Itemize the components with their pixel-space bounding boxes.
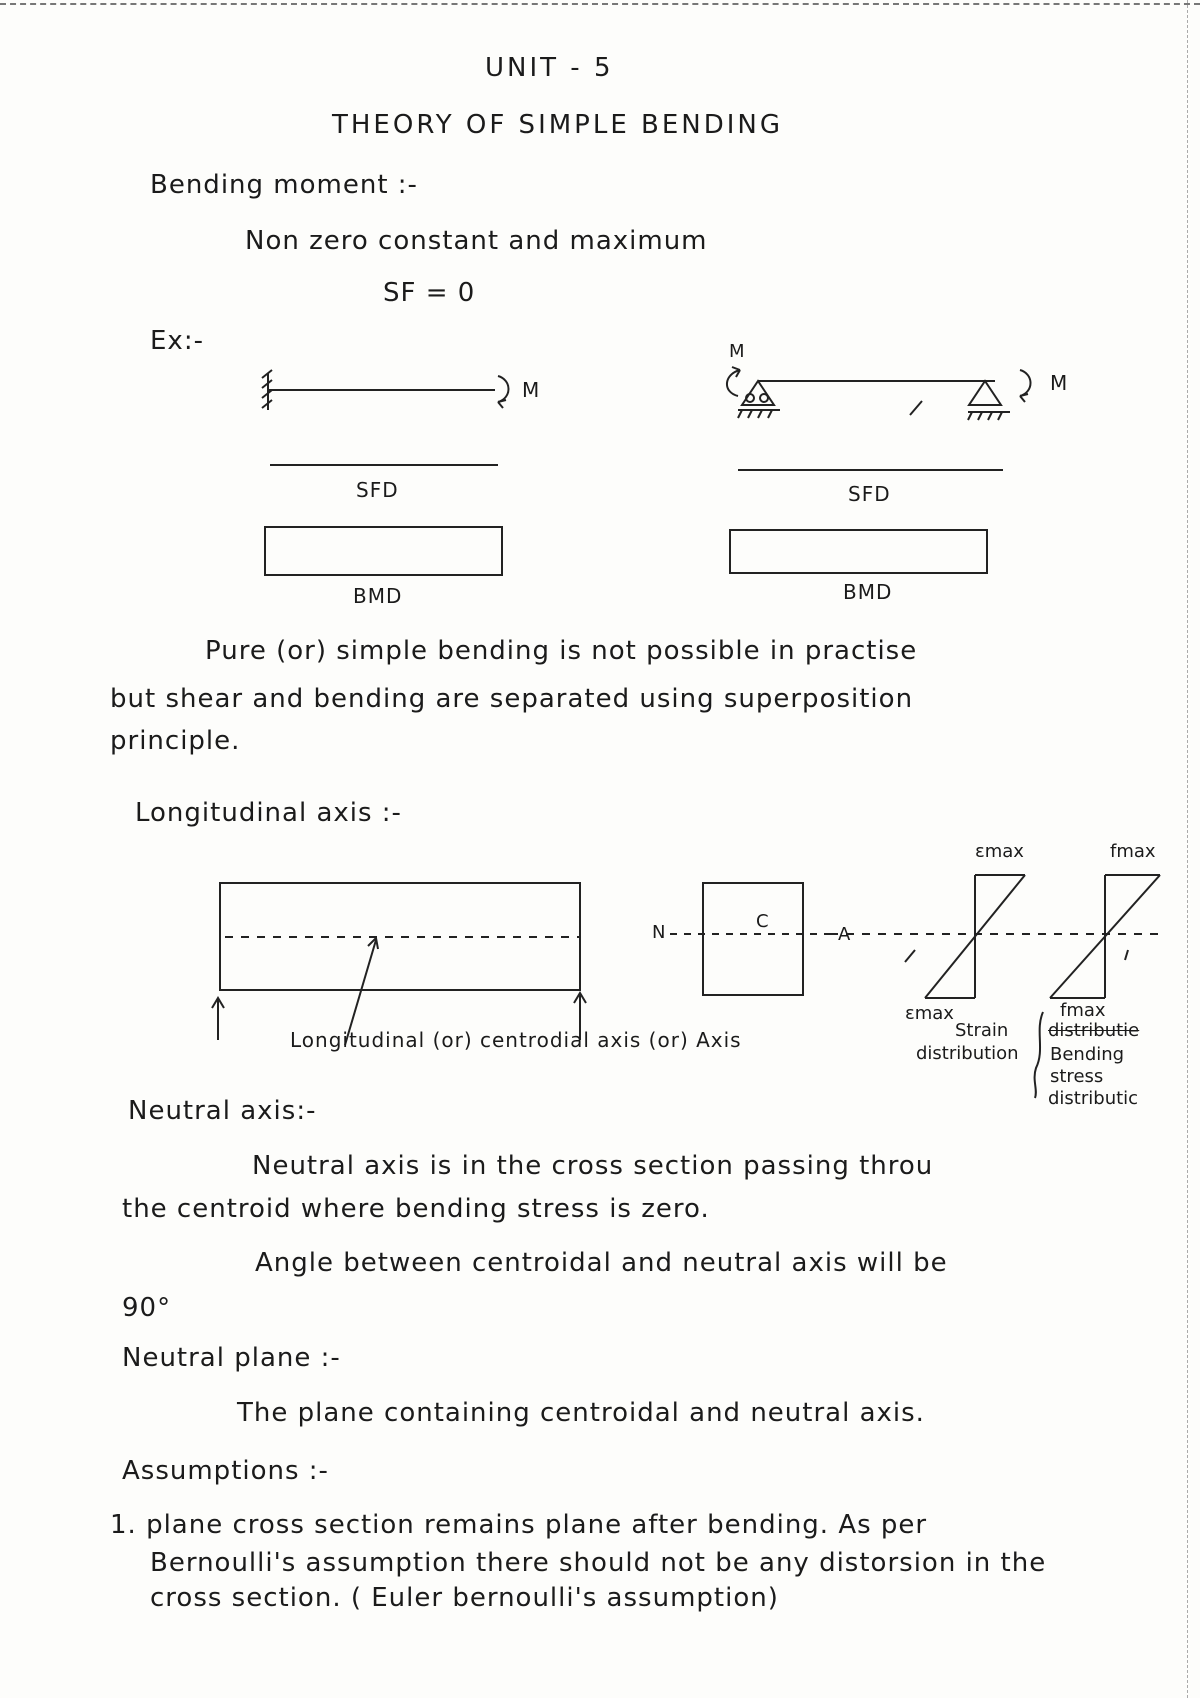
stress-distribution-label-1: distributie <box>1048 1020 1140 1041</box>
neutral-axis-heading: Neutral axis:- <box>128 1096 317 1126</box>
assumption-1-line-2: Bernoulli's assumption there should not be any distorsion in the <box>150 1548 1047 1578</box>
stress-max-top: fmax <box>1110 841 1156 862</box>
stress-distribution-label-2: Bending <box>1050 1044 1125 1065</box>
strain-distribution-label-1: Strain <box>955 1020 1009 1041</box>
cantilever-sfd-label: SFD <box>356 478 399 502</box>
stress-distribution-label-3: stress <box>1050 1066 1104 1087</box>
example-label: Ex:- <box>150 326 204 356</box>
neutral-plane-heading: Neutral plane :- <box>122 1343 341 1373</box>
pure-bending-line-2: but shear and bending are separated using superposition <box>110 684 914 714</box>
bending-moment-heading: Bending moment :- <box>150 170 418 200</box>
neutral-plane-line-1: The plane containing centroidal and neutral axis. <box>237 1398 925 1428</box>
bending-moment-desc: Non zero constant and maximum <box>245 226 708 256</box>
assumptions-heading: Assumptions :- <box>122 1456 329 1486</box>
cantilever-moment-label: M <box>522 378 541 402</box>
simply-supported-bmd-label: BMD <box>843 580 893 604</box>
unit-number: UNIT - 5 <box>485 53 614 83</box>
neutral-axis-line-1: Neutral axis is in the cross section passing throu <box>252 1151 934 1181</box>
section-neutral-n: N <box>652 922 666 943</box>
strain-max-top: εmax <box>975 841 1024 862</box>
neutral-axis-line-3: Angle between centroidal and neutral axis will be <box>255 1248 948 1278</box>
assumption-1-line-1: 1. plane cross section remains plane after bending. As per <box>110 1510 928 1540</box>
stress-max-bottom: fmax <box>1060 1000 1106 1021</box>
cantilever-bmd-label: BMD <box>353 584 403 608</box>
longitudinal-axis-label: Longitudinal (or) centrodial axis (or) Axis <box>290 1028 742 1052</box>
strain-distribution-label-2: distribution <box>916 1043 1019 1064</box>
stress-distribution-label-4: distributic <box>1048 1088 1139 1109</box>
pure-bending-line-3: principle. <box>110 726 241 756</box>
section-centroid-c: C <box>756 911 769 932</box>
section-neutral-a: A <box>838 924 851 945</box>
shear-force-zero: SF = 0 <box>383 278 476 308</box>
strain-max-bottom: εmax <box>905 1003 954 1024</box>
simply-supported-left-moment: M <box>729 341 745 362</box>
pure-bending-line-1: Pure (or) simple bending is not possible in practise <box>205 636 918 666</box>
simply-supported-sfd-label: SFD <box>848 482 891 506</box>
page-title: THEORY OF SIMPLE BENDING <box>332 110 784 140</box>
neutral-axis-line-2: the centroid where bending stress is zero. <box>122 1194 710 1224</box>
simply-supported-right-moment: M <box>1050 371 1069 395</box>
assumption-1-line-3: cross section. ( Euler bernoulli's assumption) <box>150 1583 779 1613</box>
longitudinal-axis-heading: Longitudinal axis :- <box>135 798 402 828</box>
neutral-axis-line-4: 90° <box>122 1293 172 1323</box>
